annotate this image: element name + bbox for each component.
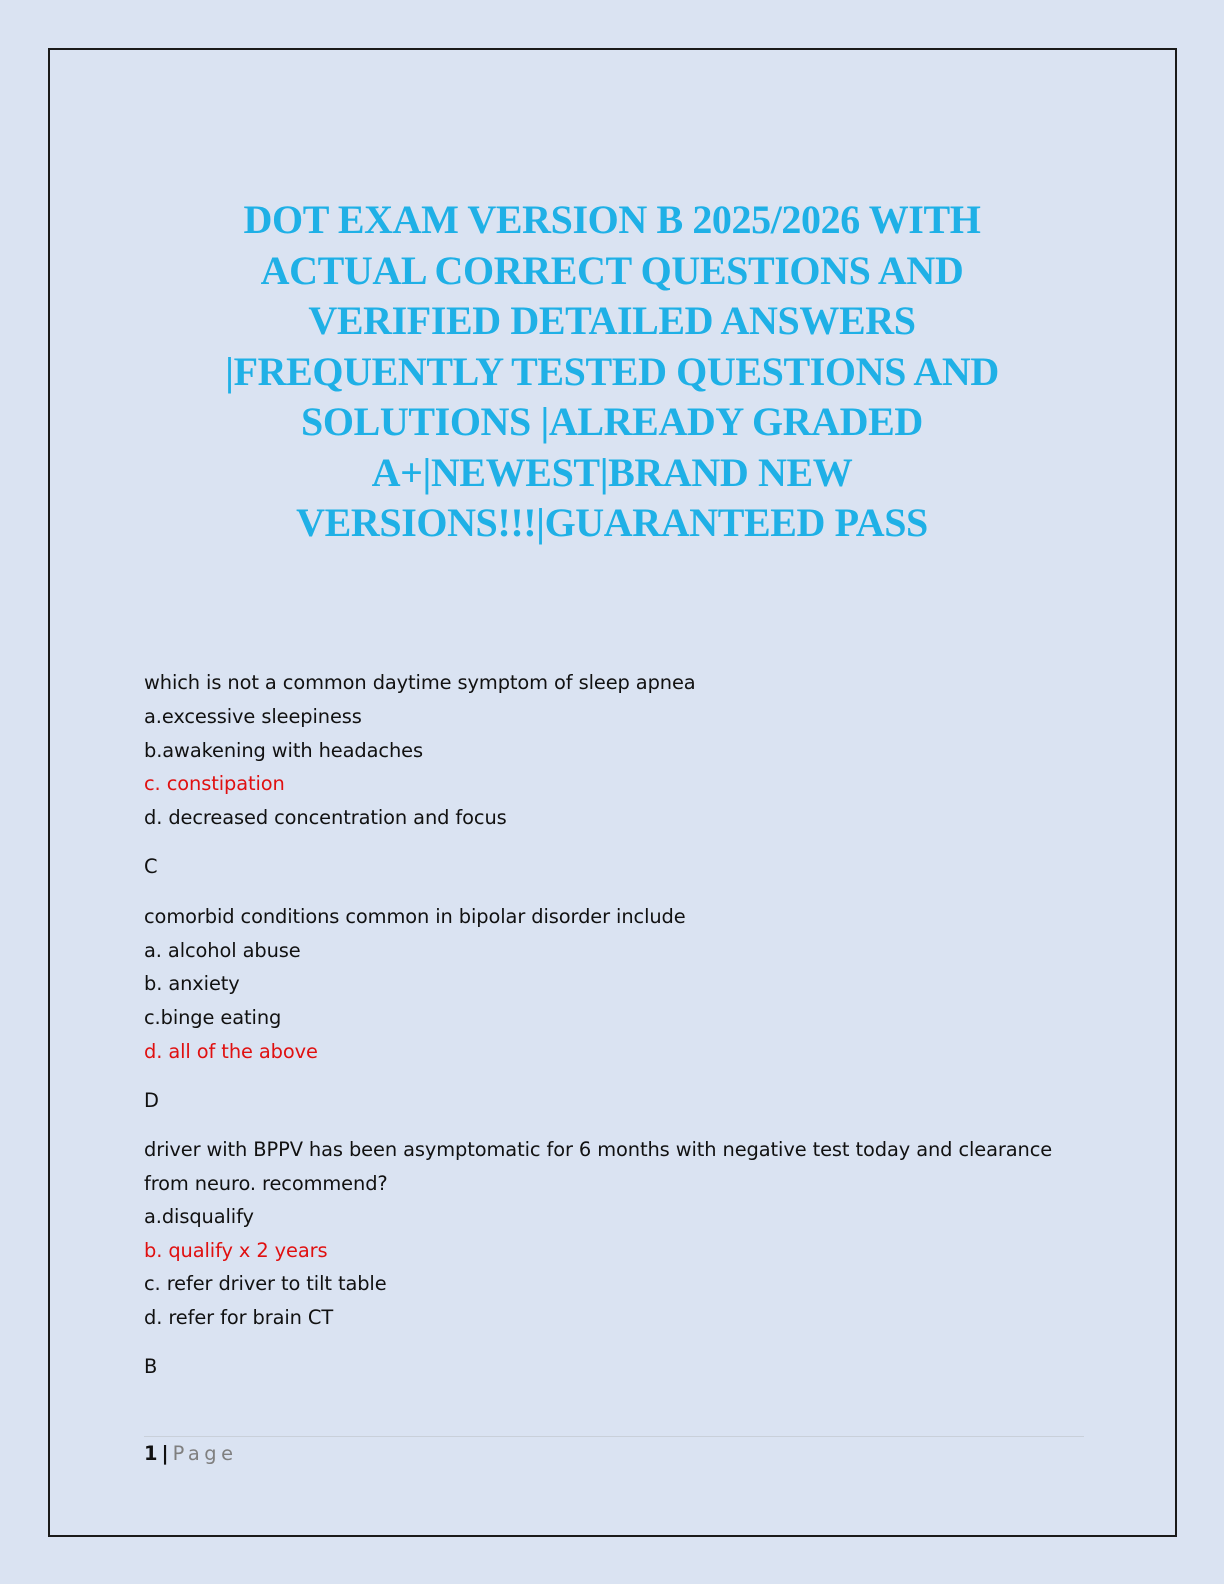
question-2-option-a: a. alcohol abuse bbox=[144, 939, 301, 962]
question-3-option-c: c. refer driver to tilt table bbox=[144, 1272, 387, 1295]
question-3-answer: B bbox=[144, 1355, 158, 1378]
question-3-prompt-line-2: from neuro. recommend? bbox=[144, 1172, 388, 1195]
question-1-option-c-correct: c. constipation bbox=[144, 772, 285, 795]
page-label: Page bbox=[172, 1442, 238, 1465]
title-line: VERSIONS!!!|GUARANTEED PASS bbox=[296, 500, 928, 545]
title-line: A+|NEWEST|BRAND NEW bbox=[371, 449, 853, 495]
question-2-option-c: c.binge eating bbox=[144, 1006, 282, 1029]
question-3-option-a: a.disqualify bbox=[144, 1205, 254, 1228]
page-number: 1 bbox=[144, 1442, 158, 1465]
title-line: ACTUAL CORRECT QUESTIONS AND bbox=[260, 247, 964, 293]
question-1-prompt: which is not a common daytime symptom of sleep apnea bbox=[144, 671, 696, 694]
question-1-answer: C bbox=[144, 855, 158, 878]
footer-divider bbox=[144, 1436, 1084, 1437]
question-1-option-d: d. decreased concentration and focus bbox=[144, 806, 507, 829]
question-2-option-d-correct: d. all of the above bbox=[144, 1040, 318, 1063]
question-3-prompt-line-1: driver with BPPV has been asymptomatic for 6 months with negative test today and clearance bbox=[144, 1138, 1053, 1161]
title-line: SOLUTIONS |ALREADY GRADED bbox=[301, 399, 923, 444]
question-1-option-a: a.excessive sleepiness bbox=[144, 705, 362, 728]
question-3-option-d: d. refer for brain CT bbox=[144, 1306, 334, 1329]
title-line: VERIFIED DETAILED ANSWERS bbox=[308, 298, 916, 343]
question-2-prompt: comorbid conditions common in bipolar disorder include bbox=[144, 905, 686, 928]
title-line: |FREQUENTLY TESTED QUESTIONS AND bbox=[225, 348, 999, 394]
document-title bbox=[150, 195, 1074, 549]
title-line: DOT EXAM VERSION B 2025/2026 WITH bbox=[243, 197, 981, 242]
footer-separator: | bbox=[161, 1442, 169, 1465]
question-2-answer: D bbox=[144, 1089, 159, 1112]
question-1-option-b: b.awakening with headaches bbox=[144, 739, 423, 762]
question-3-option-b-correct: b. qualify x 2 years bbox=[144, 1239, 328, 1262]
question-2-option-b: b. anxiety bbox=[144, 972, 240, 995]
page-footer bbox=[144, 1441, 238, 1467]
